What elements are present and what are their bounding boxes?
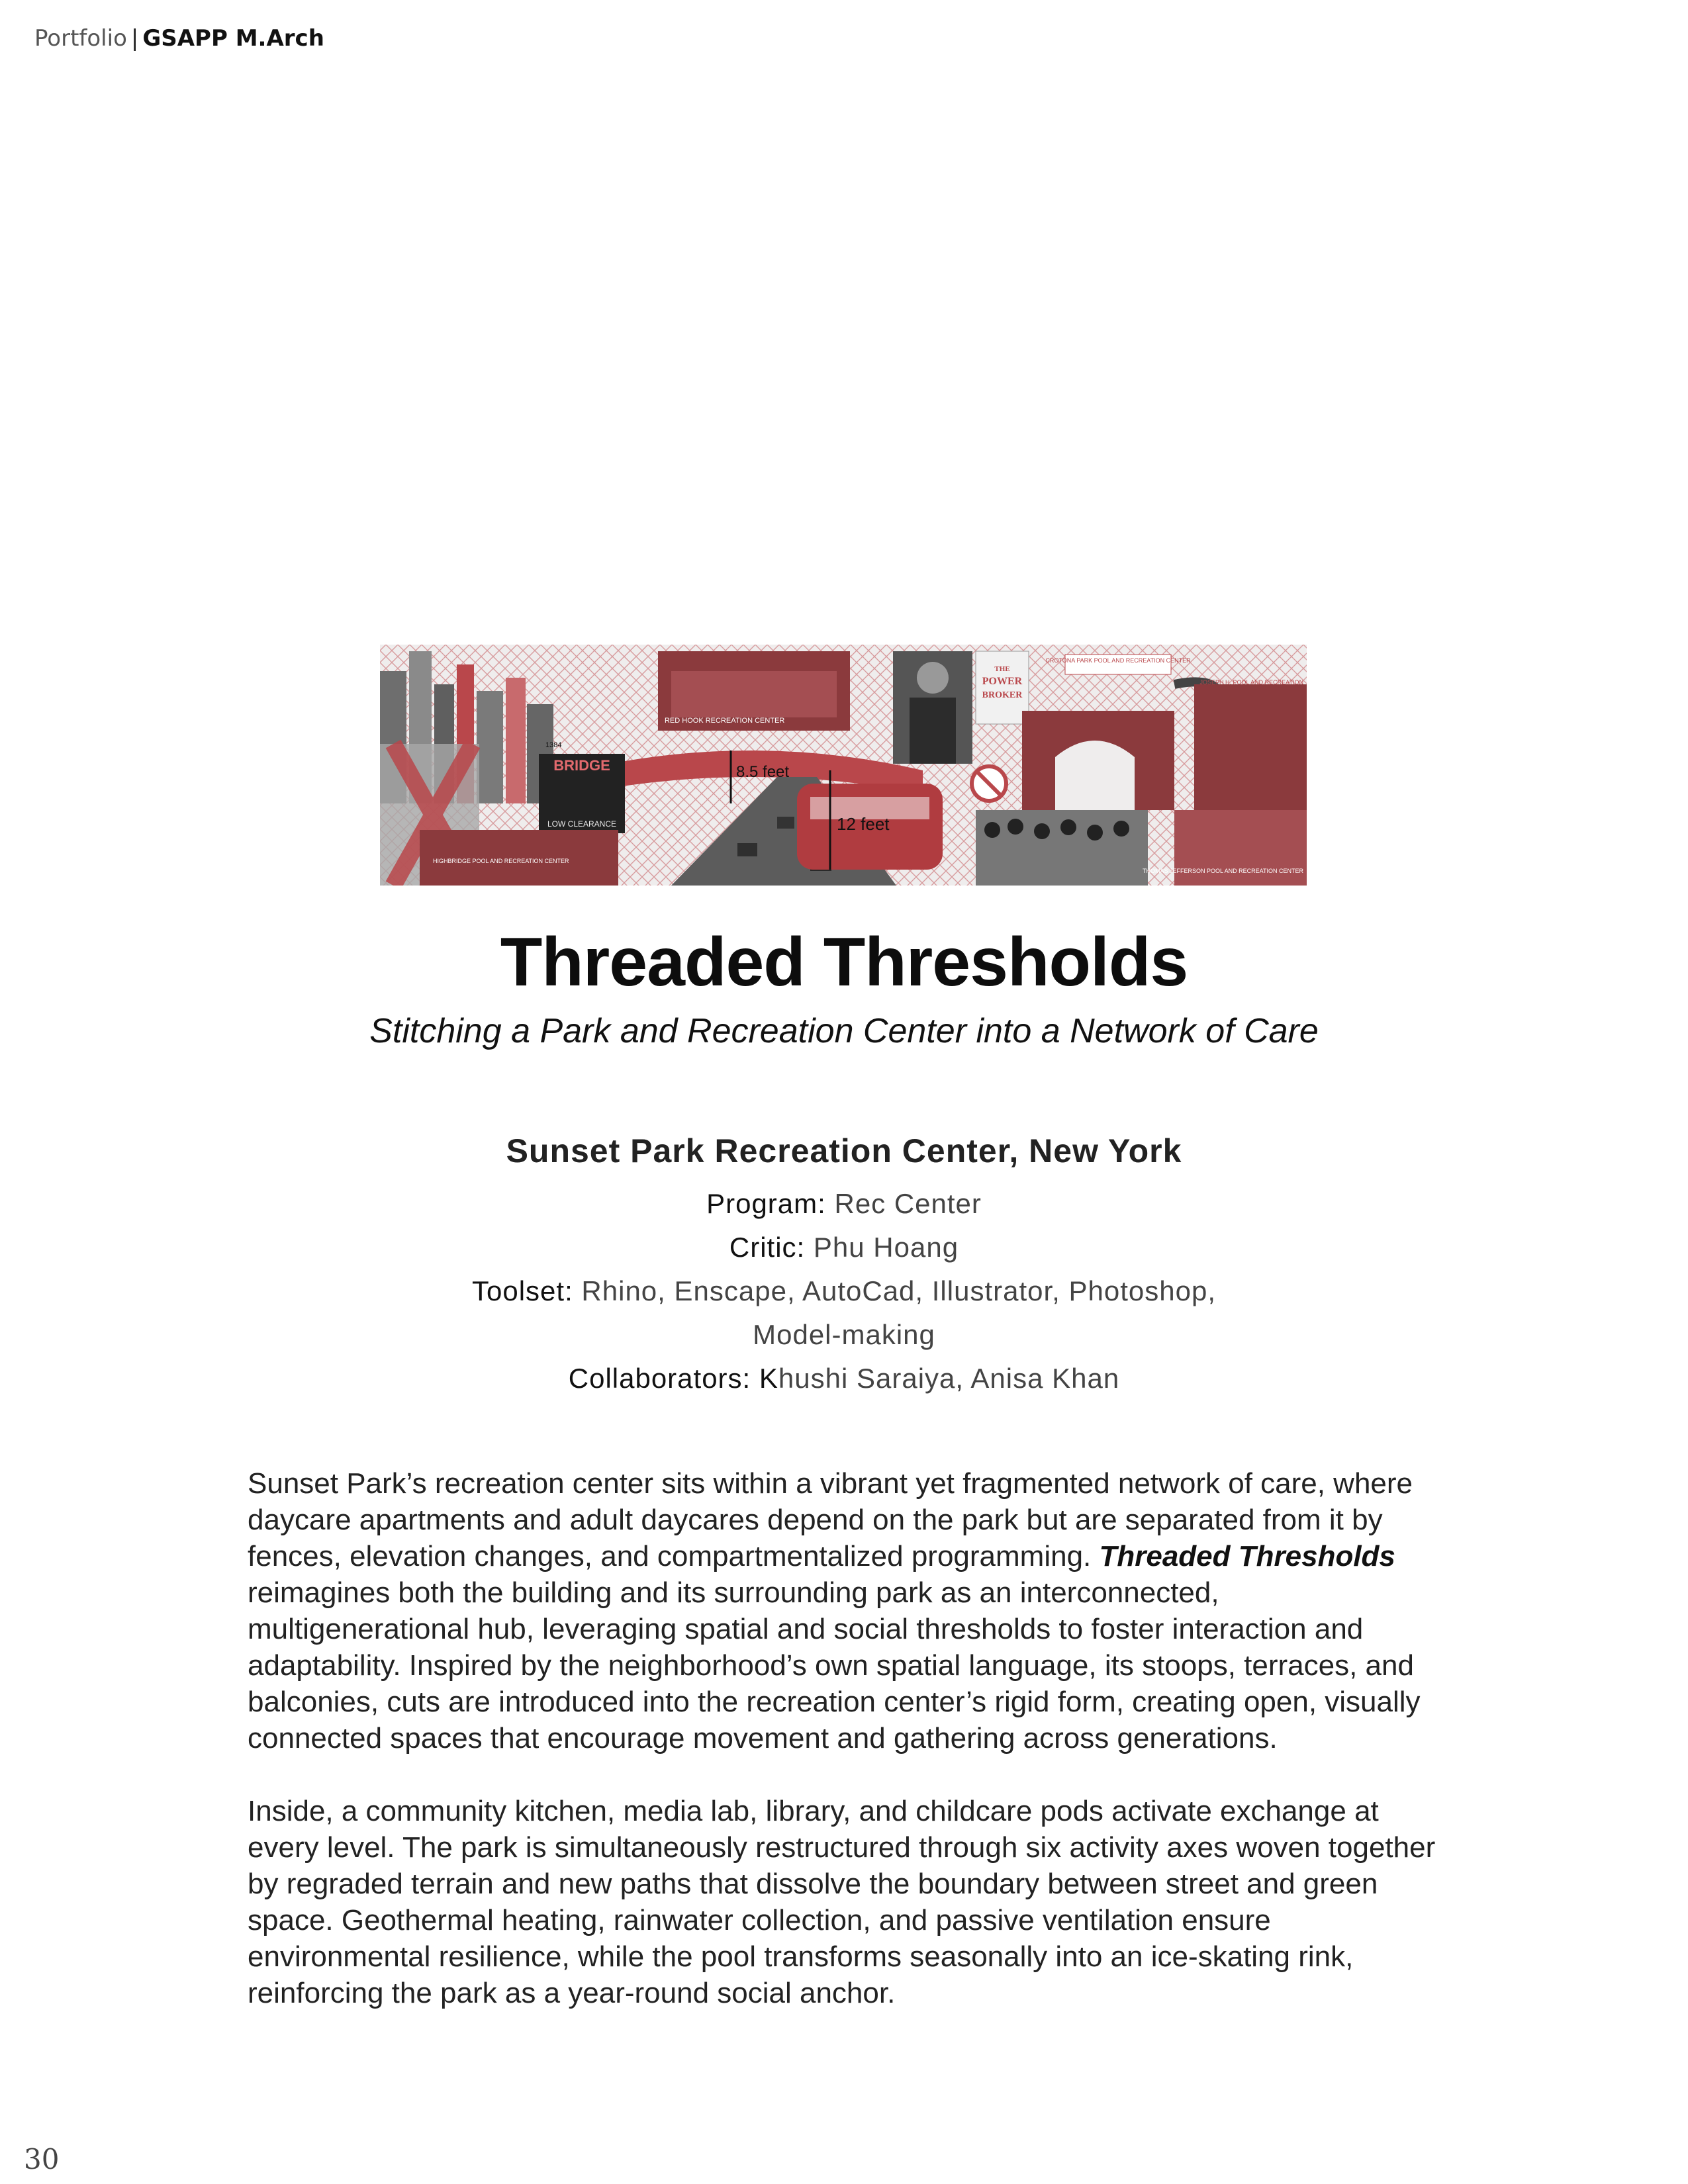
collaborators-value: hushi Saraiya, Anisa Khan: [778, 1363, 1120, 1394]
page-number: 30: [24, 2143, 60, 2175]
p1-emphasis: Threaded Thresholds: [1099, 1540, 1395, 1572]
project-location: Sunset Park Recreation Center, New York: [506, 1132, 1182, 1169]
running-header: [34, 25, 324, 52]
program-label: Program:: [706, 1188, 826, 1219]
height-small-label: 8.5 feet: [736, 763, 790, 781]
header-portfolio: Portfolio: [34, 25, 127, 52]
page-title: Threaded Thresholds: [500, 924, 1188, 1001]
toolset-line: [397, 1269, 1291, 1313]
sign-number-label: 1384: [545, 741, 562, 749]
program-line: [397, 1182, 1291, 1226]
critic-line: [397, 1226, 1291, 1269]
collage-image: [380, 645, 1307, 886]
collage-illustration: [380, 645, 1307, 886]
clearance-sign-label: LOW CLEARANCE: [547, 819, 617, 829]
critic-value: Phu Hoang: [813, 1232, 959, 1263]
critic-label: Critic:: [729, 1232, 806, 1263]
collaborators-label: Collaborators:: [568, 1363, 751, 1394]
toolset-label: Toolset:: [472, 1275, 573, 1306]
description-paragraph-1: [248, 1465, 1446, 1756]
description-paragraph-2: Inside, a community kitchen, media lab, library, and childcare pods activate exchange at every level. The park is simultaneously restructured through six activity axes woven together by regraded terrain and new paths that dissolve the boundary between street and green space. Geothermal heating, rainwater collection, and passive ventilation ensure environmental resilience, while the pool transforms seasonally into an ice-skating rink, reinforcing the park as a year-round social anchor.: [248, 1795, 1436, 2009]
thomas-label: THOMAS JEFFERSON POOL AND RECREATION CENTER: [1142, 868, 1303, 874]
book-cover: [976, 651, 1029, 724]
header-separator: |: [130, 25, 139, 52]
book-line1: THE: [994, 665, 1010, 673]
highbridge-label: HIGHBRIDGE POOL AND RECREATION CENTER: [433, 858, 569, 864]
bridge-sign-label: BRIDGE: [553, 757, 610, 774]
page-subtitle: Stitching a Park and Recreation Center into a Network of Care: [369, 1012, 1319, 1050]
book-line3: BROKER: [982, 690, 1023, 700]
crotona-label: CROTONA PARK POOL AND RECREATION CENTER: [1045, 657, 1191, 664]
book-line2: POWER: [982, 676, 1023, 687]
collaborators-line: [397, 1357, 1291, 1400]
red-hook-label: RED HOOK RECREATION CENTER: [665, 717, 785, 725]
toolset-line-cont: [397, 1313, 1291, 1357]
height-large-label: 12 feet: [837, 814, 890, 834]
project-description: [248, 1465, 1446, 2048]
program-value: Rec Center: [834, 1188, 982, 1219]
collaborators-initial: K: [759, 1363, 778, 1394]
project-meta: [397, 1182, 1291, 1400]
toolset-value-cont: Model-making: [753, 1319, 935, 1350]
p1-end: reimagines both the building and its surrounding park as an interconnected, multigenerational hub, leveraging spatial and social thresholds to foster interaction and adaptability. Inspired by the neighborhood’s own spatial language, its stoops, terraces, and balconies, cuts are introduced into the recreation center’s rigid form, creating open, visually connected spaces that encourage movement and gathering across generations.: [248, 1576, 1421, 1754]
joseph-label: JOSEPH H. POOL AND RECREATION: [1199, 679, 1303, 686]
p1-start: Sunset Park’s recreation center sits within a vibrant yet fragmented network of care, where daycare apartments and adult daycares depend on the park but are separated from it by fences, elevation changes, and compartmentalized programming.: [248, 1467, 1413, 1572]
header-program: GSAPP M.Arch: [142, 25, 324, 52]
toolset-value: Rhino, Enscape, AutoCad, Illustrator, Photoshop,: [581, 1275, 1216, 1306]
